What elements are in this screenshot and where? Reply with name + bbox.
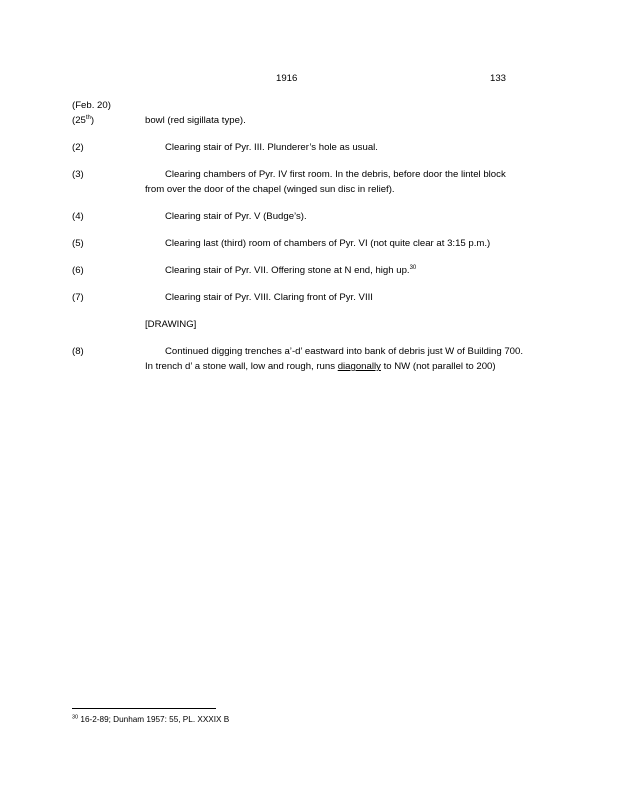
date-label: (Feb. 20) — [72, 100, 111, 111]
page-year: 1916 — [276, 73, 298, 84]
entry-3-label: (3) — [72, 169, 84, 180]
entry-3-text-line2: from over the door of the chapel (winged sun disc in relief). — [145, 184, 395, 195]
entry-6-label: (6) — [72, 265, 84, 276]
entry-5-label: (5) — [72, 238, 84, 249]
footnote-separator — [72, 708, 216, 709]
entry-4-text: Clearing stair of Pyr. V (Budge’s). — [165, 211, 307, 222]
entry-1-text: bowl (red sigillata type). — [145, 115, 246, 126]
footnote: $^{30}$ 16-2-89; Dunham 1957: 55, PL. XXXIX B — [72, 714, 230, 724]
entry-6-text: Clearing stair of Pyr. VII. Offering stone at N end, high up.$^{30}$ — [165, 264, 417, 276]
entry-4-label: (4) — [72, 211, 84, 222]
date-day-label: (25th) — [72, 114, 95, 126]
entry-2-text: Clearing stair of Pyr. III. Plunderer’s hole as usual. — [165, 142, 378, 153]
page-number: 133 — [490, 73, 507, 84]
entry-8-text-line1: Continued digging trenches a’-d’ eastward into bank of debris just W of Building 700. — [165, 346, 524, 357]
entry-8-label: (8) — [72, 346, 84, 357]
entry-5-text: Clearing last (third) room of chambers of Pyr. VI (not quite clear at 3:15 p.m.) — [165, 238, 491, 249]
entry-7-label: (7) — [72, 292, 84, 303]
entry-7-text: Clearing stair of Pyr. VIII. Claring front of Pyr. VIII — [165, 292, 373, 303]
entry-2-label: (2) — [72, 142, 84, 153]
drawing-placeholder: [DRAWING] — [145, 319, 197, 330]
footnote-ref: 30 — [409, 264, 417, 271]
entry-8-text-line2: In trench d’ a stone wall, low and rough, runs diagonally to NW (not parallel to 200) — [145, 361, 496, 372]
entry-3-text-line1: Clearing chambers of Pyr. IV first room. In the debris, before door the lintel block — [165, 169, 506, 180]
